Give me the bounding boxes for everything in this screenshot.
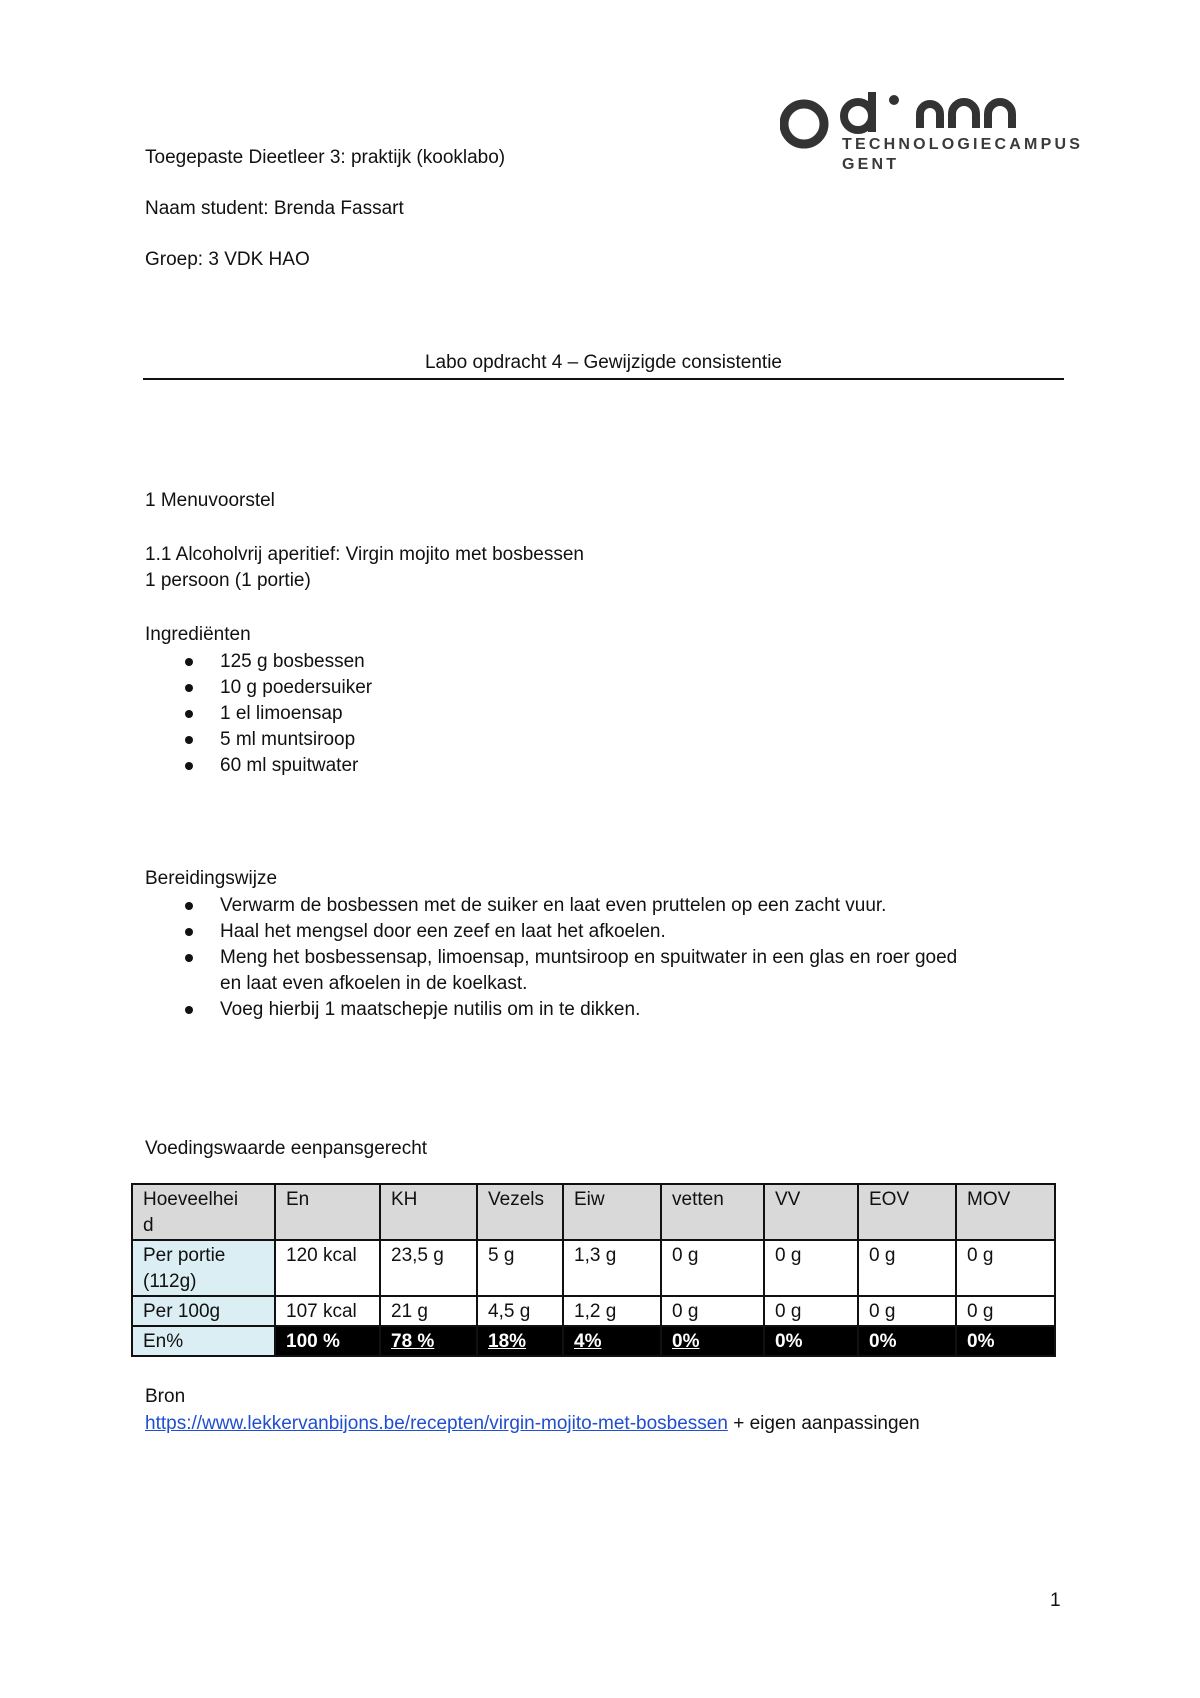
list-item: 60 ml spuitwater [145,753,1095,779]
ingredients-heading: Ingrediënten [145,624,251,645]
table-cell: 0 g [956,1296,1055,1326]
table-header-cell: Eiw [563,1184,661,1240]
recipe-heading: 1.1 Alcoholvrij aperitief: Virgin mojito met bosbessen [145,544,584,565]
table-header-cell: Vezels [477,1184,563,1240]
table-header-cell: KH [380,1184,477,1240]
table-cell: 0 g [956,1240,1055,1296]
table-cell: 120 kcal [275,1240,380,1296]
list-item: Verwarm de bosbessen met de suiker en laat even pruttelen op een zacht vuur. [145,893,1095,919]
table-cell: 18% [477,1326,563,1356]
assignment-title: Labo opdracht 4 – Gewijzigde consistentie [424,352,782,373]
logo-city-text: GENT [842,156,900,173]
student-name: Naam student: Brenda Fassart [145,198,404,219]
table-cell: 0 g [764,1296,858,1326]
table-cell: 1,2 g [563,1296,661,1326]
table-cell: 1,3 g [563,1240,661,1296]
table-header-cell: vetten [661,1184,764,1240]
table-cell: 4,5 g [477,1296,563,1326]
source-link[interactable]: https://www.lekkervanbijons.be/recepten/virgin-mojito-met-bosbessen [145,1413,728,1434]
page-number: 1 [1050,1590,1061,1611]
table-row-label: En% [132,1326,275,1356]
table-cell: 0 g [661,1240,764,1296]
nutrition-table [131,1183,1056,1357]
table-header-cell: En [275,1184,380,1240]
table-row [132,1240,1055,1296]
table-header-cell: MOV [956,1184,1055,1240]
nutrition-heading: Voedingswaarde eenpansgerecht [145,1138,428,1159]
table-cell: 21 g [380,1296,477,1326]
table-cell: 0 g [858,1240,956,1296]
table-row-label: Per portie (112g) [132,1240,275,1296]
table-cell: 100 % [275,1326,380,1356]
course-title: Toegepaste Dieetleer 3: praktijk (kooklabo) [145,147,506,168]
servings-text: 1 persoon (1 portie) [145,570,311,591]
source-suffix: + eigen aanpassingen [727,1413,920,1434]
preparation-list [145,893,1095,1023]
list-item: 1 el limoensap [145,701,1095,727]
table-row [132,1296,1055,1326]
table-cell: 0% [858,1326,956,1356]
section-heading: 1 Menuvoorstel [145,490,275,511]
list-item: Haal het mengsel door een zeef en laat het afkoelen. [145,919,1095,945]
table-cell: 0 g [764,1240,858,1296]
table-cell: 4% [563,1326,661,1356]
table-cell: 78 % [380,1326,477,1356]
table-cell: 0 g [858,1296,956,1326]
table-row-label: Per 100g [132,1296,275,1326]
table-cell: 0% [661,1326,764,1356]
odisee-logo [780,92,1100,182]
list-item: 125 g bosbessen [145,649,1095,675]
table-cell: 0 g [661,1296,764,1326]
list-item: Voeg hierbij 1 maatschepje nutilis om in te dikken. [145,997,1095,1023]
ingredients-list [145,649,1095,779]
source-line [145,1411,920,1437]
list-item: 10 g poedersuiker [145,675,1095,701]
source-heading: Bron [145,1386,186,1407]
table-cell: 5 g [477,1240,563,1296]
group-name: Groep: 3 VDK HAO [145,249,310,270]
preparation-heading: Bereidingswijze [145,868,278,889]
table-header-cell: EOV [858,1184,956,1240]
table-cell: 0% [956,1326,1055,1356]
title-underline [143,378,1064,380]
table-header-cell: VV [764,1184,858,1240]
table-cell: 107 kcal [275,1296,380,1326]
table-cell: 23,5 g [380,1240,477,1296]
table-header-row [132,1184,1055,1240]
table-cell: 0% [764,1326,858,1356]
logo-campus-text: TECHNOLOGIECAMPUS [842,136,1084,153]
table-header-cell: Hoeveelhei d [132,1184,275,1240]
list-item: 5 ml muntsiroop [145,727,1095,753]
list-item: Meng het bosbessensap, limoensap, muntsiroop en spuitwater in een glas en roer goed en laat even afkoelen in de koelkast. [145,945,1095,997]
table-row-energy-percent [132,1326,1055,1356]
